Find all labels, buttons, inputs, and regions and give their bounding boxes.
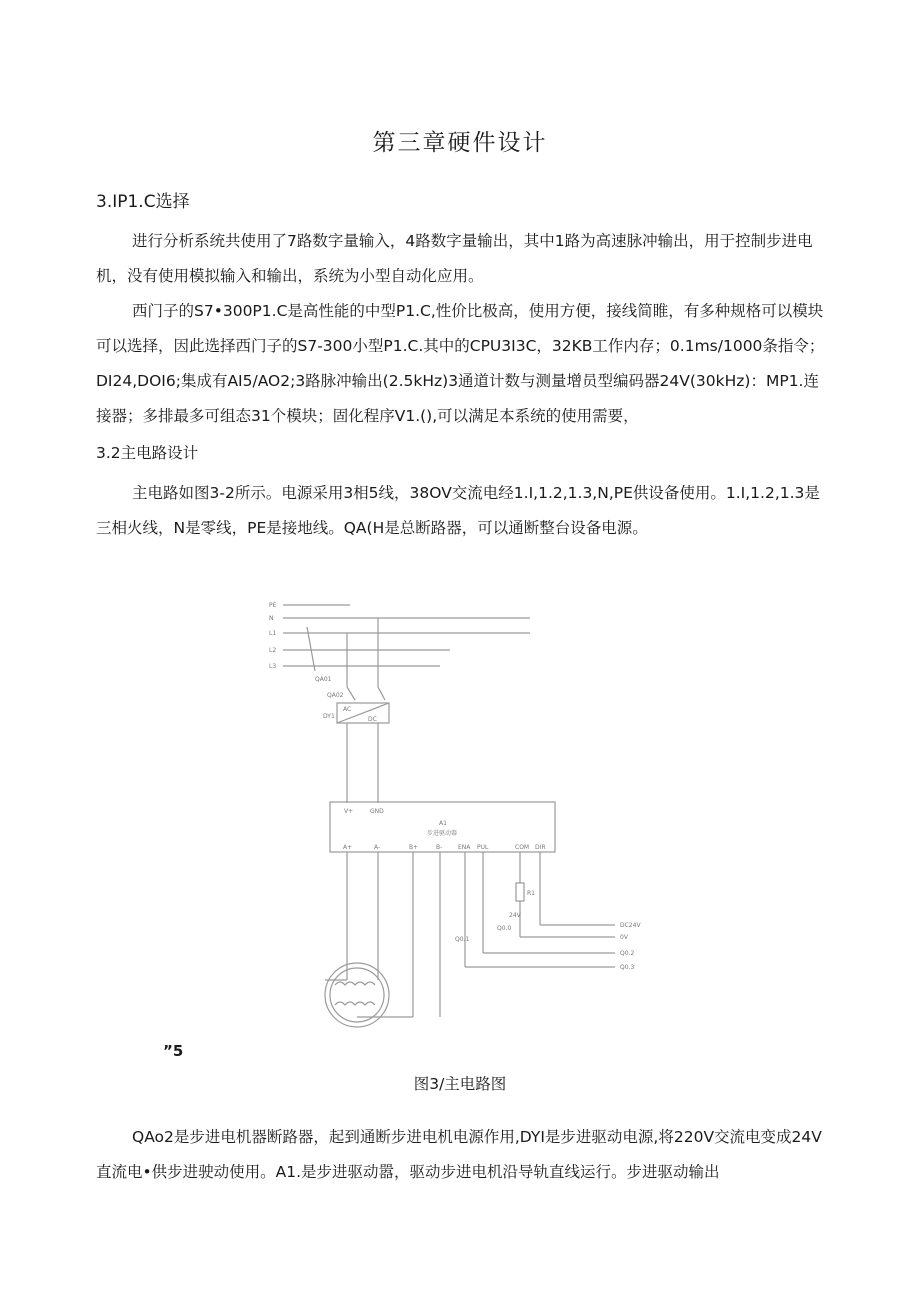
label-term-bplus: B+ xyxy=(409,844,419,851)
label-qa02: QA02 xyxy=(327,692,344,699)
label-dc: DC xyxy=(368,716,377,723)
label-n: N xyxy=(269,615,274,622)
label-term-dir: DIR xyxy=(535,844,546,851)
label-q03: Q0.3 xyxy=(620,964,635,971)
chapter-title: 第三章硬件设计 xyxy=(372,130,548,156)
figure-caption: 图3/主电路图 xyxy=(413,1075,507,1093)
paragraph-3-text: 主电路如图3-2所示。电源采用3相5线，38OV交流电经1.I,1.2,1.3,N,PE供设备使用。1.I,1.2,1.3是三相火线，N是零线，PE是接地线。QA(H是总断路器，可以通断整台设备电源。 xyxy=(96,484,820,537)
label-qa01: QA01 xyxy=(315,676,332,683)
resistor-r1 xyxy=(516,883,524,901)
paragraph-1-text: 进行分析系统共使用了7路数字量输入，4路数字量输出，其中1路为高速脉冲输出，用于控制步进电机，没有使用模拟输入和输出，系统为小型自动化应用。 xyxy=(96,232,813,285)
section-heading-plc-selection: 3.IP1.C选择 xyxy=(96,192,190,212)
paragraph-2-text: 西门子的S7•300P1.C是高性能的中型P1.C,性价比极高，使用方便，接线简睢，有多种规格可以模块可以选择，因此选择西门子的S7-300小型P1.C.其中的CPU3I3C，32KB工作内存；0.1ms/1000条指令；DI24,DOI6;集成有AI5/AO2;3路脉冲输出(2.5kHz)3通道计数与测量增员型编码器24V(30kHz)：MP1.连接器；多排最多可组态31个模块；固化程序V1.(),可以满足本系统的使用需要， xyxy=(96,302,825,425)
paragraph-plc-spec xyxy=(96,294,826,434)
label-q01: Q0.1 xyxy=(455,936,470,943)
main-circuit-diagram xyxy=(265,585,665,1045)
label-gnd: GND xyxy=(370,808,384,815)
label-term-ena: ENA xyxy=(458,844,471,851)
label-dc24v: DC24V xyxy=(620,922,641,929)
label-l2: L2 xyxy=(269,647,277,654)
label-a1: A1 xyxy=(439,820,447,827)
label-pe: PE xyxy=(269,602,277,609)
label-0v: 0V xyxy=(620,934,628,941)
section-heading-main-circuit: 3.2主电路设计 xyxy=(96,444,199,462)
paragraph-4-text: QAo2是步进电机器断路器，起到通断步进电机电源作用,DYI是步进驱动电源,将220V交流电变成24V直流电•供步进驶动使用。A1.是步进驱动嚣，驱动步进电机沿导轨直线运行。步进驱动输出 xyxy=(96,1128,822,1181)
label-driver-name: 步进驱动器 xyxy=(427,830,458,837)
label-term-bminus: B- xyxy=(436,844,443,851)
paragraph-io-overview xyxy=(96,224,826,294)
label-term-com: COM xyxy=(515,844,530,851)
label-vplus: V+ xyxy=(344,808,354,815)
label-r1: R1 xyxy=(527,890,535,897)
label-term-aplus: A+ xyxy=(343,844,353,851)
label-term-aminus: A- xyxy=(374,844,381,851)
label-term-pul: PUL xyxy=(477,844,489,851)
figure-stray-mark: ”5 xyxy=(163,1042,184,1060)
label-dy1: DY1 xyxy=(323,713,335,720)
label-ac: AC xyxy=(343,706,352,713)
paragraph-stepper-driver xyxy=(96,1120,826,1190)
label-q02: Q0.2 xyxy=(620,950,635,957)
label-l1: L1 xyxy=(269,630,277,637)
label-24v: 24V xyxy=(509,912,521,919)
label-q00: Q0.0 xyxy=(497,925,512,932)
label-l3: L3 xyxy=(269,663,277,670)
paragraph-main-circuit xyxy=(96,476,826,546)
